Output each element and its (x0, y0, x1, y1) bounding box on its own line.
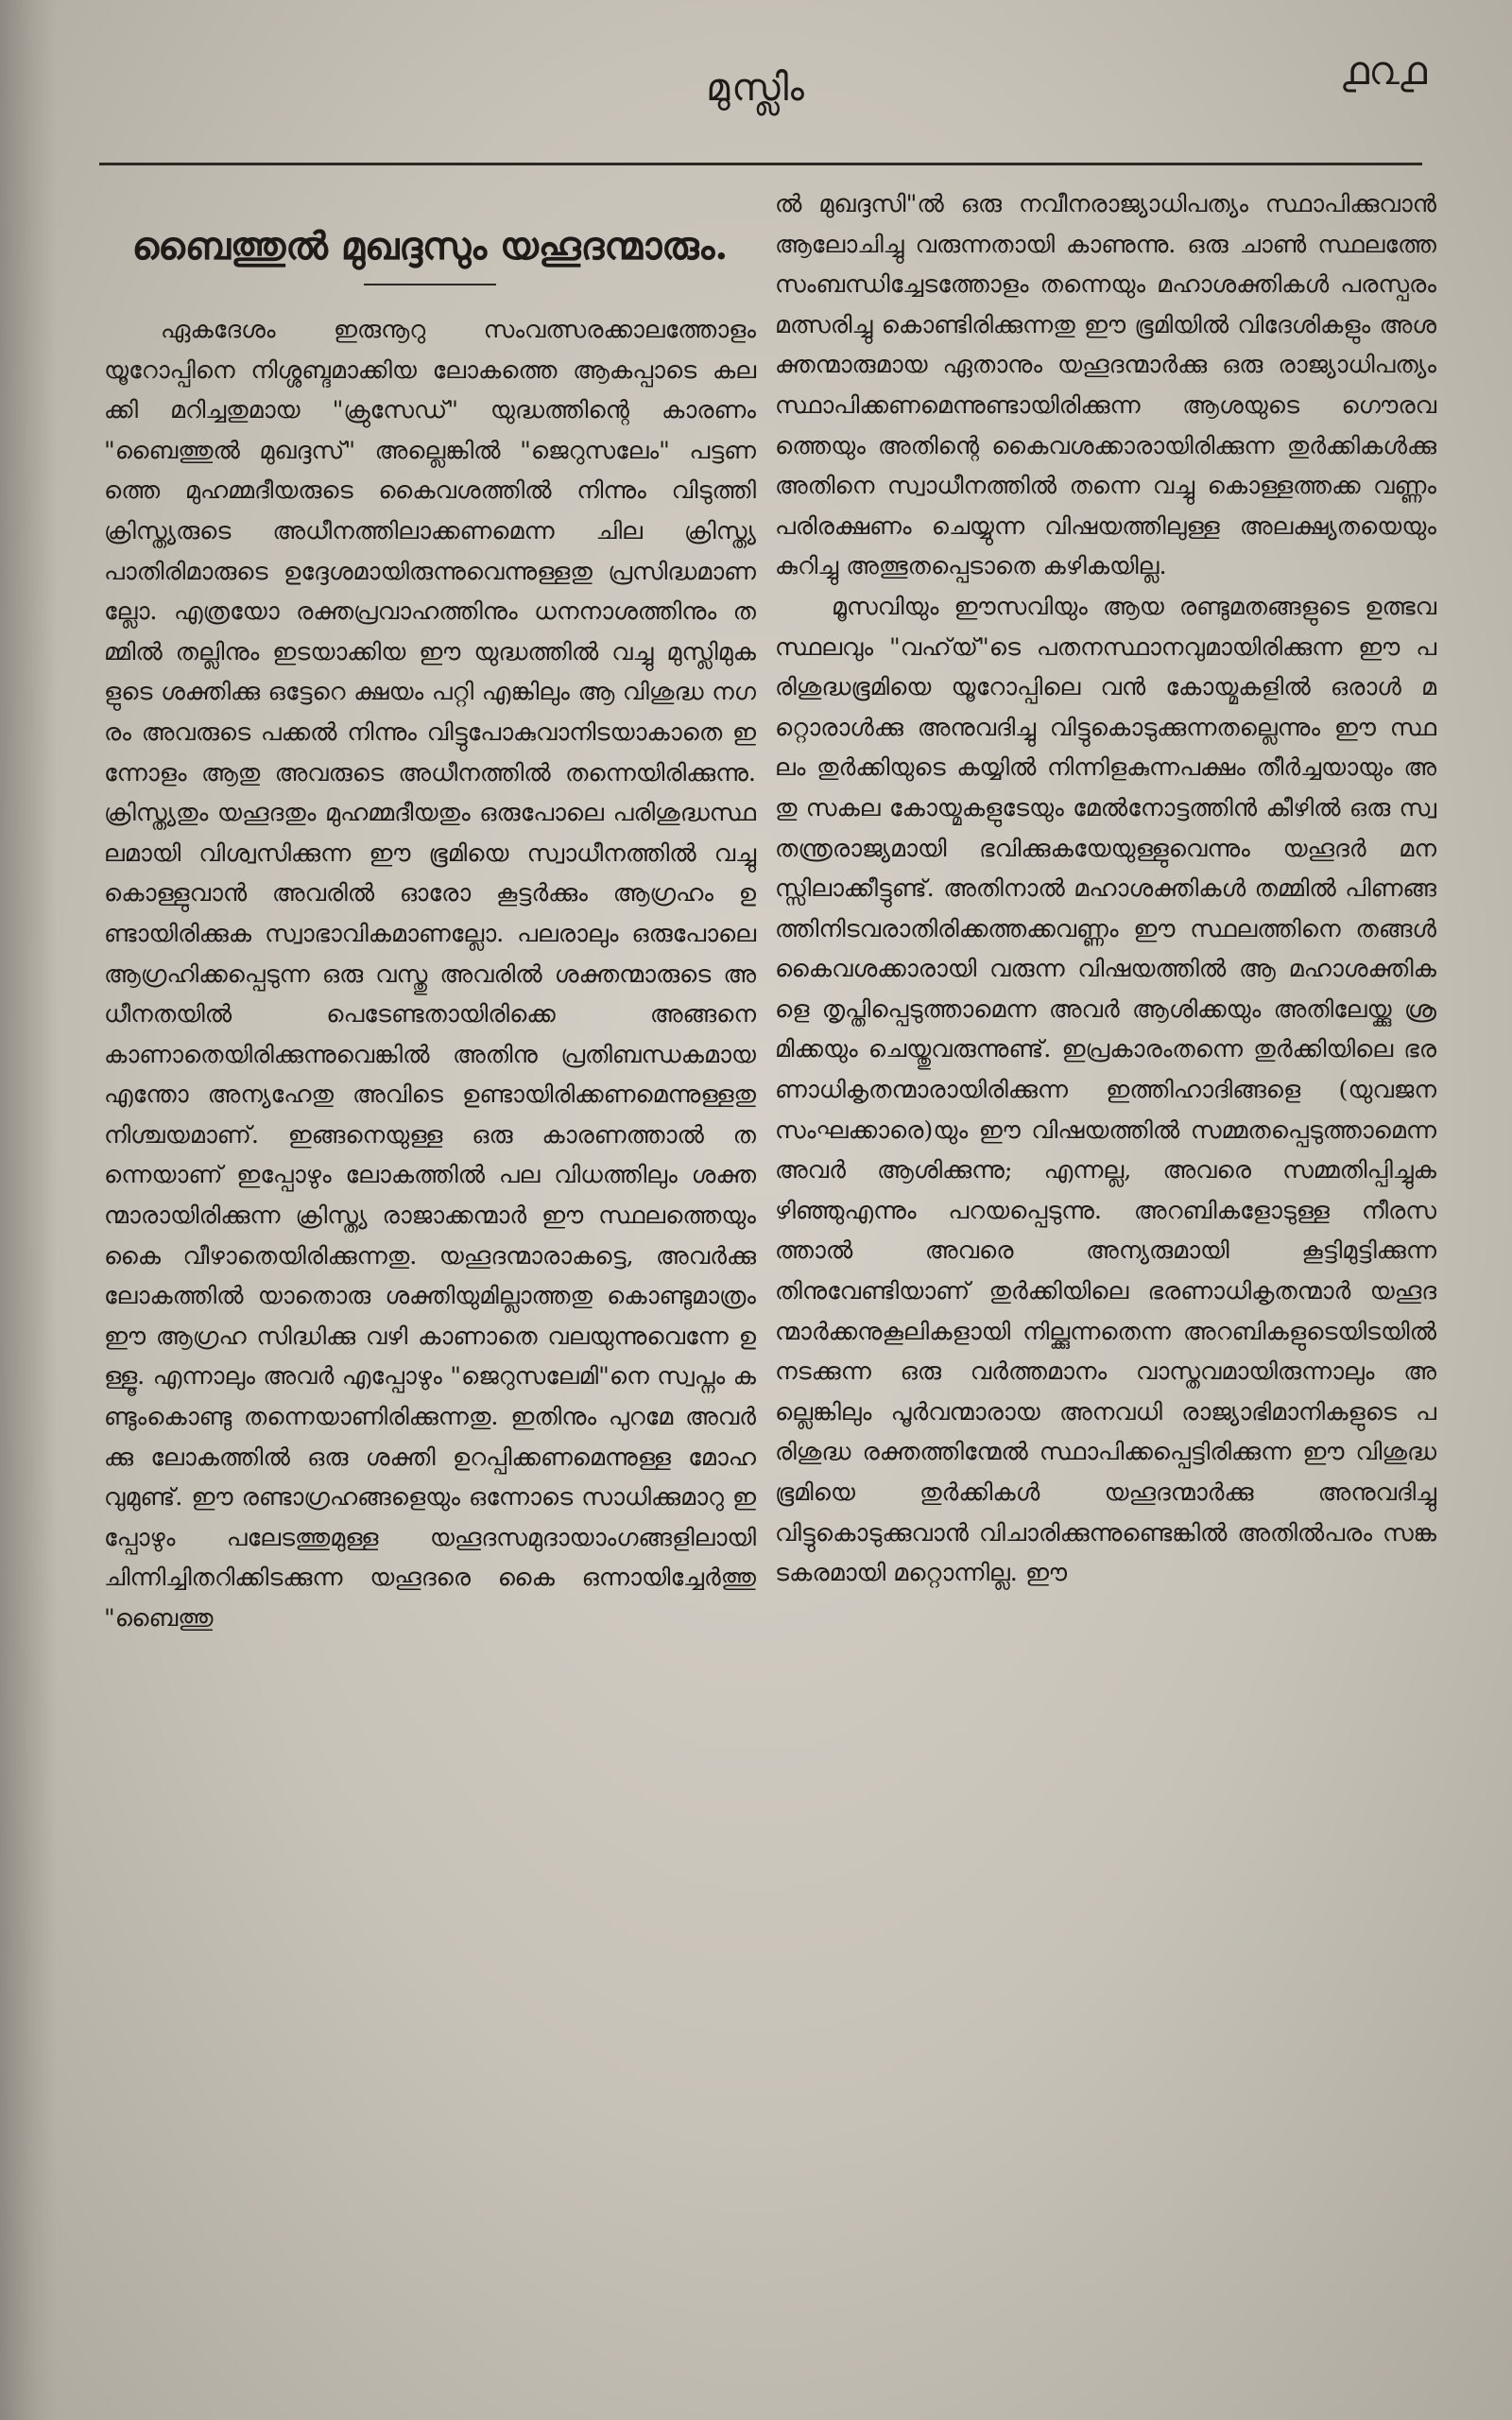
article-title: ബൈത്തുൽ മുഖദ്ദസും യഹൂദന്മാരും. (131, 224, 729, 268)
page-number: ൧൨൧ (1341, 47, 1427, 94)
left-column (104, 189, 756, 1639)
left-paragraph-1: ഏകദേശം ഇരുനൂറു സംവത്സരക്കാലത്തോളം യൂറോപ്പിനെ നിശ്ശബ്ദമാക്കിയ ലോകത്തെ ആകപ്പാടെ കലക്കി മറിച്ചതുമായ "ക്രുസേഡ്" യുദ്ധത്തിന്റെ കാരണം "ബൈത്തുൽ മുഖദ്ദസ്" അല്ലെങ്കിൽ "ജെറുസലേം" പട്ടണത്തെ മുഹമ്മദീയരുടെ കൈവശത്തിൽ നിന്നും വിടുത്തി ക്രിസ്ത്യരുടെ അധീനത്തിലാക്കണമെന്ന ചില ക്രിസ്ത്യ പാതിരിമാരുടെ ഉദ്ദേശമായിരുന്നുവെന്നുള്ളതു പ്രസിദ്ധമാണല്ലോ. എത്രയോ രക്തപ്രവാഹത്തിനും ധനനാശത്തിനും തമ്മിൽ തല്ലിനും ഇടയാക്കിയ ഈ യുദ്ധത്തിൽ വച്ചു മുസ്ലിമുകളുടെ ശക്തിക്കു ഒട്ടേറെ ക്ഷയം പറ്റി എങ്കിലും ആ വിശുദ്ധ നഗരം അവരുടെ പക്കൽ നിന്നും വിട്ടുപോകുവാനിടയാകാതെ ഇന്നോളം ആതു അവരുടെ അധീനത്തിൽ തന്നെയിരിക്കുന്നു. ക്രിസ്ത്യതും യഹൂദതും മുഹമ്മദീയതും ഒരുപോലെ പരിശുദ്ധസ്ഥലമായി വിശ്വസിക്കുന്ന ഈ ഭൂമിയെ സ്വാധീനത്തിൽ വച്ചു കൊള്ളുവാൻ അവരിൽ ഓരോ കൂട്ടർക്കും ആഗ്രഹം ഉണ്ടായിരിക്കുക സ്വാഭാവികമാണല്ലോ. പലരാലും ഒരുപോലെ ആഗ്രഹിക്കപ്പെടുന്ന ഒരു വസ്തു അവരിൽ ശക്തന്മാരുടെ അധീനതയിൽ പെടേണ്ടതായിരിക്കെ അങ്ങനെ കാണാതെയിരിക്കുന്നുവെങ്കിൽ അതിനു പ്രതിബന്ധകമായ എന്തോ അന്യഹേതു അവിടെ ഉണ്ടായിരിക്കണമെന്നുള്ളതു നിശ്ചയമാണ്. ഇങ്ങനെയുള്ള ഒരു കാരണത്താൽ തന്നെയാണ് ഇപ്പോഴും ലോകത്തിൽ പല വിധത്തിലും ശക്തന്മാരായിരിക്കുന്ന ക്രിസ്ത്യ രാജാക്കന്മാർ ഈ സ്ഥലത്തെയും കൈ വീഴാതെയിരിക്കുന്നതു. യഹൂദന്മാരാകട്ടെ, അവർക്കു ലോകത്തിൽ യാതൊരു ശക്തിയുമില്ലാത്തതു കൊണ്ടുമാത്രം ഈ ആഗ്രഹ സിദ്ധിക്കു വഴി കാണാതെ വലയുന്നുവെന്നേ ഉള്ളൂ. എന്നാലും അവർ എപ്പോഴും "ജെറുസലേമി"നെ സ്വപ്നം കണ്ടുംകൊണ്ടു തന്നെയാണിരിക്കുന്നതു. ഇതിനും പുറമേ അവർക്കു ലോകത്തിൽ ഒരു ശക്തി ഉറപ്പിക്കണമെന്നുള്ള മോഹവുമുണ്ട്. ഈ രണ്ടാഗ്രഹങ്ങളെയും ഒന്നോടെ സാധിക്കുമാറു ഇപ്പോഴും പലേടത്തുമുള്ള യഹൂദസമുദായാംഗങ്ങളിലായി ചിന്നിച്ചിതറിക്കിടക്കുന്ന യഹൂദരെ കൈ ഒന്നായിച്ചേർത്തു "ബൈത്തു (104, 316, 756, 1633)
page-gutter-shadow (0, 0, 57, 2420)
right-paragraph-1: ൽ മുഖദ്ദസി"ൽ ഒരു നവീനരാജ്യാധിപത്യം സ്ഥാപിക്കുവാൻ ആലോചിച്ചു വരുന്നതായി കാണുന്നു. ഒരു ചാൺ സ്ഥലത്തേ സംബന്ധിച്ചേടത്തോളം തന്നെയും മഹാശക്തികൾ പരസ്പരം മത്സരിച്ചു കൊണ്ടിരിക്കുന്നതു ഈ ഭൂമിയിൽ വിദേശികളും അശക്തന്മാരുമായ ഏതാനും യഹൂദന്മാർക്കു ഒരു രാജ്യാധിപത്യം സ്ഥാപിക്കണമെന്നുണ്ടായിരിക്കുന്ന ആശയുടെ ഗൌരവത്തെയും അതിന്റെ കൈവശക്കാരായിരിക്കുന്ന തുർക്കികൾക്കു അതിനെ സ്വാധീനത്തിൽ തന്നെ വച്ചു കൊള്ളത്തക്ക വണ്ണം പരിരക്ഷണം ചെയ്യുന്ന വിഷയത്തിലുള്ള അലക്ഷ്യതയെയും കുറിച്ചു അത്ഭുതപ്പെടാതെ കഴികയില്ല. (775, 190, 1436, 581)
title-rule (364, 284, 496, 285)
running-head: മുസ്ലിം (706, 66, 806, 110)
right-column (775, 184, 1436, 1594)
header-rule (99, 163, 1422, 165)
right-paragraph-2: മൂസവിയും ഈസവിയും ആയ രണ്ടുമതങ്ങളുടെ ഉത്ഭവസ്ഥലവും "വഹ്‌യ്"ടെ പതനസ്ഥാനവുമായിരിക്കുന്ന ഈ പരിശുദ്ധഭൂമിയെ യൂറോപ്പിലെ വൻ കോയ്മകളിൽ ഒരാൾ മറ്റൊരാൾക്കു അനുവദിച്ചു വിട്ടുകൊടുക്കുന്നതല്ലെന്നും ഈ സ്ഥലം തുർക്കിയുടെ കയ്യിൽ നിന്നിളകുന്നപക്ഷം തീർച്ചയായും അതു സകല കോയ്മകളുടേയും മേൽനോട്ടത്തിൻ കീഴിൽ ഒരു സ്വതന്ത്രരാജ്യമായി ഭവിക്കുകയേയുള്ളുവെന്നും യഹൂദർ മനസ്സിലാക്കീട്ടുണ്ട്. അതിനാൽ മഹാശക്തികൾ തമ്മിൽ പിണങ്ങത്തിനിടവരാതിരിക്കത്തക്കവണ്ണം ഈ സ്ഥലത്തിനെ തങ്ങൾ കൈവശക്കാരായി വരുന്ന വിഷയത്തിൽ ആ മഹാശക്തികളെ തൃപ്തിപ്പെടുത്താമെന്ന അവർ ആശിക്കയും അതിലേയ്ക്കു ശ്രമിക്കയും ചെയ്തുവരുന്നുണ്ട്. ഇപ്രകാരംതന്നെ തുർക്കിയിലെ ഭരണാധികൃതന്മാരായിരിക്കുന്ന ഇത്തിഹാദിങ്ങളെ (യുവജനസംഘക്കാരെ)യും ഈ വിഷയത്തിൽ സമ്മതപ്പെടുത്താമെന്ന അവർ ആശിക്കുന്നു; എന്നല്ല, അവരെ സമ്മതിപ്പിച്ചുകഴിഞ്ഞുഎന്നും പറയപ്പെടുന്നു. അറബികളോടുള്ള നീരസത്താൽ അവരെ അന്യരുമായി കൂട്ടിമുട്ടിക്കുന്നതിനുവേണ്ടിയാണ് തുർക്കിയിലെ ഭരണാധികൃതന്മാർ യഹൂദന്മാർക്കനുകൂലികളായി നില്ക്കുന്നതെന്ന അറബികളുടെയിടയിൽ നടക്കുന്ന ഒരു വർത്തമാനം വാസ്തവമായിരുന്നാലും അല്ലെങ്കിലും പൂർവന്മാരായ അനവധി രാജ്യാഭിമാനികളുടെ പരിശുദ്ധ രക്തത്തിന്മേൽ സ്ഥാപിക്കപ്പെട്ടിരിക്കുന്ന ഈ വിശുദ്ധഭൂമിയെ തുർക്കികൾ യഹൂദന്മാർക്കു അനുവദിച്ചു വിട്ടുകൊടുക്കുവാൻ വിചാരിക്കുന്നുണ്ടെങ്കിൽ അതിൽപരം സങ്കടകരമായി മറ്റൊന്നില്ല. ഈ (775, 592, 1436, 1588)
